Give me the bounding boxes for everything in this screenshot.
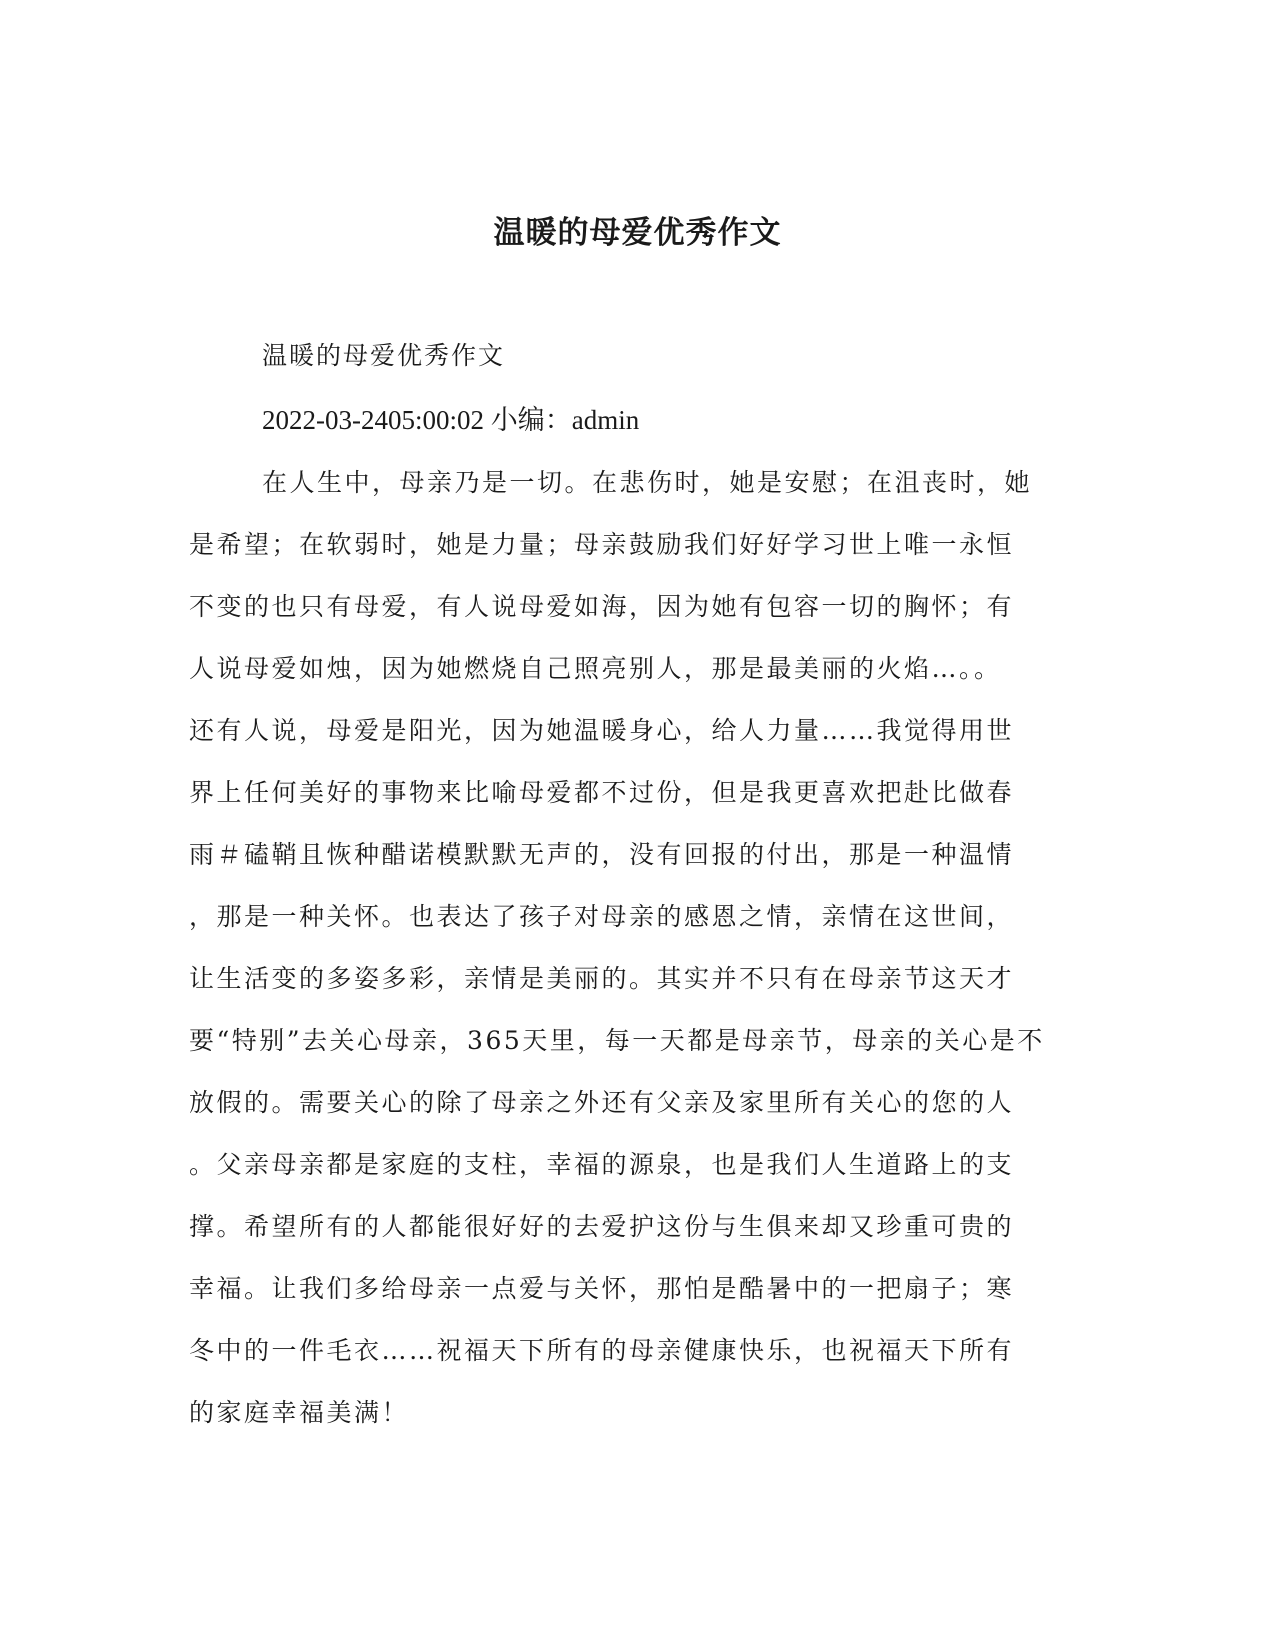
body-line: 雨＃磕鞘且恢种醋诺模默默无声的，没有回报的付出，那是一种温情: [189, 840, 1015, 869]
body-line: 界上任何美好的事物来比喻母爱都不过份，但是我更喜欢把赴比做春: [189, 778, 1015, 807]
body-line: 人说母爱如烛，因为她燃烧自己照亮别人，那是最美丽的火焰…。。: [189, 654, 1002, 683]
body-line: 冬中的一件毛衣……祝福天下所有的母亲健康快乐，也祝福天下所有: [189, 1336, 1015, 1365]
body-line: 放假的。需要关心的除了母亲之外还有父亲及家里所有关心的您的人: [189, 1088, 1015, 1117]
body-line: 不变的也只有母爱，有人说母爱如海，因为她有包容一切的胸怀；有: [189, 592, 1015, 621]
body-line: 还有人说，母爱是阳光，因为她温暖身心，给人力量……我觉得用世: [189, 716, 1015, 745]
body-line: 在人生中，母亲乃是一切。在悲伤时，她是安慰；在沮丧时，她: [262, 468, 1033, 497]
body-line: 是希望；在软弱时，她是力量；母亲鼓励我们好好学习世上唯一永恒: [189, 530, 1015, 559]
body-line: 让生活变的多姿多彩，亲情是美丽的。其实并不只有在母亲节这天才: [189, 964, 1015, 993]
body-line: 撑。希望所有的人都能很好好的去爱护这份与生俱来却又珍重可贵的: [189, 1212, 1015, 1241]
article-subtitle: 温暖的母爱优秀作文: [262, 341, 506, 370]
body-line: 要“特别”去关心母亲，365天里，每一天都是母亲节，母亲的关心是不: [189, 1026, 1045, 1055]
article-meta: 2022-03-2405:00:02 小编：admin: [262, 405, 640, 435]
body-line: 幸福。让我们多给母亲一点爱与关怀，那怕是酷暑中的一把扇子；寒: [189, 1274, 1015, 1303]
document-title: 温暖的母爱优秀作文: [493, 215, 782, 251]
body-line: 。父亲母亲都是家庭的支柱，幸福的源泉，也是我们人生道路上的支: [189, 1150, 1015, 1179]
article-body: [189, 452, 1079, 1444]
body-line: ，那是一种关怀。也表达了孩子对母亲的感恩之情，亲情在这世间，: [189, 902, 1015, 931]
body-line: 的家庭幸福美满！: [189, 1398, 410, 1427]
